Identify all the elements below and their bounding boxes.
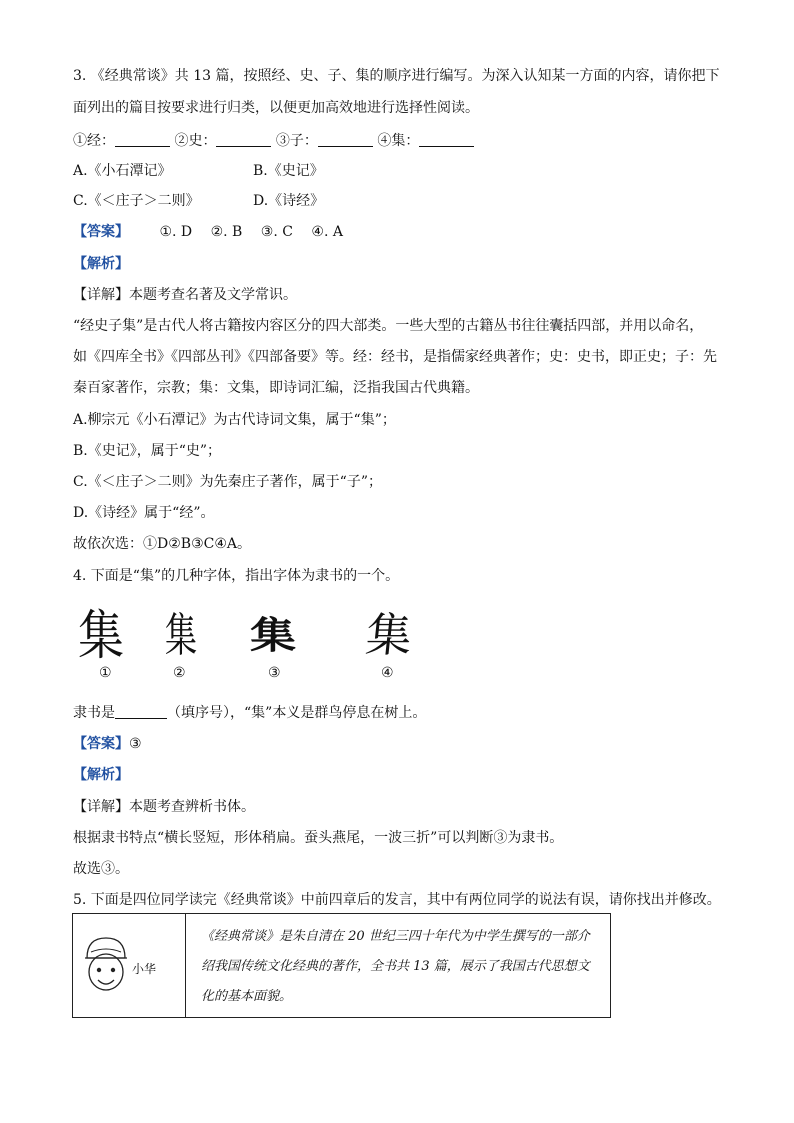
fill-blank: [115, 704, 167, 719]
fill-prefix: 隶书是: [73, 705, 115, 721]
q3-options-row1: [73, 161, 573, 181]
q4-stem: 4. 下面是“集”的几种字体，指出字体为隶书的一个。: [73, 568, 400, 584]
option-b: B.《史记》: [253, 163, 324, 179]
option-a: A.《小石潭记》: [73, 163, 172, 179]
analysis-label: 【解析】: [73, 256, 129, 272]
student-speech: 《经典常谈》是朱自清在 20 世纪三四十年代为中学生撰写的一部介绍我国传统文化经典的著作，全书共 13 篇，展示了我国古代思想文化的基本面貌。: [201, 929, 590, 1004]
blank-line-2: [216, 132, 271, 147]
detail-text: 本题考查名著及文学常识。: [129, 287, 297, 303]
glyph-number: ④: [381, 665, 394, 681]
glyph-regular-image: 集: [363, 608, 415, 662]
student-avatar-icon: [81, 932, 131, 998]
q3-explain-d: D.《诗经》属于“经”。: [73, 505, 215, 521]
q3-detail: [73, 285, 297, 305]
q3-conclusion: 故依次选：①D②B③C④A。: [73, 536, 251, 552]
detail-label: 【详解】: [73, 287, 129, 303]
glyph-oracle-image: 集: [78, 603, 124, 667]
glyph-clerical-image: 集: [250, 613, 296, 657]
detail-label: 【详解】: [73, 799, 129, 815]
q3-para2: 如《四库全书》《四部丛刊》《四部备要》等。经：经书，是指儒家经典著作；史：史书，即正史；子：先: [73, 349, 717, 365]
answer-label: 【答案】: [73, 736, 129, 752]
q4-answer-row: [73, 734, 142, 754]
glyph-number: ①: [99, 665, 112, 681]
analysis-label: 【解析】: [73, 767, 129, 783]
q3-blanks-row: [73, 131, 474, 151]
q3-para1: “经史子集”是古代人将古籍按内容区分的四大部类。一些大型的古籍丛书往往囊括四部，并用以命名，: [73, 318, 704, 334]
student-speech-table: [72, 913, 611, 1018]
q3-explain-c: C.《＜庄子＞二则》为先秦庄子著作，属于“子”；: [73, 474, 382, 490]
blank-label-4: ④集：: [377, 133, 420, 149]
blank-label-3: ③子：: [275, 133, 318, 149]
blank-line-1: [115, 132, 170, 147]
blank-line-4: [419, 132, 474, 147]
q4-detail: [73, 797, 255, 817]
option-c: C.《＜庄子＞二则》: [73, 193, 200, 209]
blank-label-2: ②史：: [174, 133, 217, 149]
glyph-number: ③: [268, 665, 281, 681]
blank-label-1: ①经：: [73, 133, 115, 149]
q5-stem: 5. 下面是四位同学读完《经典常谈》中前四章后的发言，其中有两位同学的说法有误，请你找出并修改。: [73, 892, 721, 908]
detail-text: 本题考查辨析书体。: [129, 799, 255, 815]
answer-item: ④. A: [311, 224, 343, 240]
q3-explain-b: B.《史记》，属于“史”；: [73, 443, 222, 459]
q3-answer-row: [73, 222, 357, 242]
fill-suffix: （填序号），“集”本义是群鸟停息在树上。: [167, 705, 427, 721]
q4-fill-row: [73, 703, 426, 723]
blank-line-3: [318, 132, 373, 147]
answer-value: ③: [129, 736, 142, 752]
q3-stem-line1: 3. 《经典常谈》共 13 篇，按照经、史、子、集的顺序进行编写。为深入认知某一方面的内容，请你把下: [73, 68, 720, 84]
student-name: 小华: [132, 962, 157, 976]
q3-options-row2: [73, 191, 573, 211]
table-divider: [185, 914, 186, 1017]
answer-item: ②. B: [210, 224, 243, 240]
option-d: D.《诗经》: [253, 193, 325, 209]
q3-stem-line2: 面列出的篇目按要求进行归类，以便更加高效地进行选择性阅读。: [73, 100, 479, 116]
q4-conclusion: 故选③。: [73, 861, 129, 877]
answer-label: 【答案】: [73, 224, 129, 240]
answer-item: ③. C: [260, 224, 293, 240]
glyph-number: ②: [173, 665, 186, 681]
q3-para3: 秦百家著作，宗教；集：文集，即诗词汇编，泛指我国古代典籍。: [73, 380, 479, 396]
q3-explain-a: A.柳宗元《小石潭记》为古代诗词文集，属于“集”；: [73, 412, 396, 428]
answer-item: ①. D: [159, 224, 193, 240]
q4-para: 根据隶书特点“横长竖短，形体稍扁。蚕头燕尾，一波三折”可以判断③为隶书。: [73, 830, 564, 846]
glyph-seal-image: 集: [164, 608, 198, 662]
